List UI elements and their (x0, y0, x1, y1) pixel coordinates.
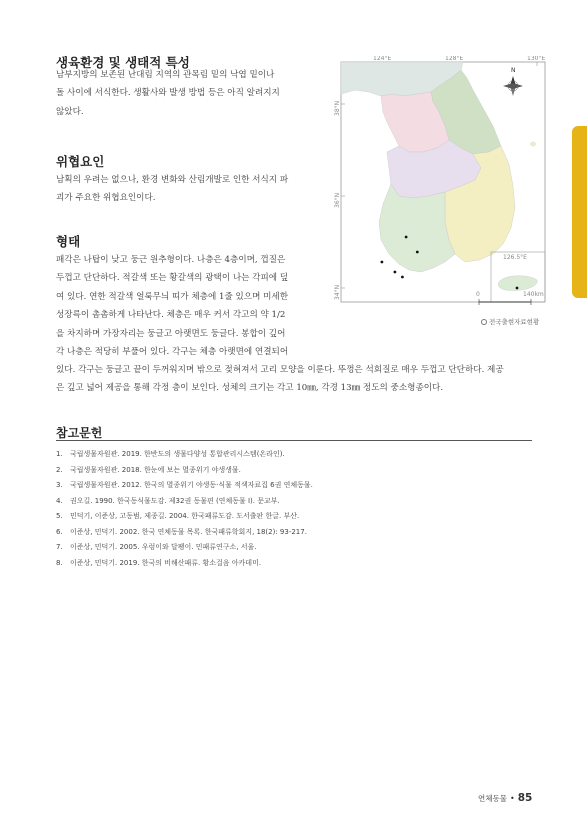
morphology-title: 형태 (56, 234, 81, 249)
reference-item: 6. 이준상, 민덕기. 2002. 한국 연체동물 목록. 한국패류학회지, 18(2): 93-217. (56, 527, 307, 536)
references-divider (56, 440, 532, 441)
threats-title: 위협요인 (56, 154, 105, 169)
reference-item: 4. 권오길. 1990. 한국동식물도감. 제32권 동물편 (연체동물 Ⅰ). 문교부. (56, 496, 280, 505)
references-title: 참고문헌 (56, 426, 103, 440)
reference-item: 8. 이준상, 민덕기. 2019. 한국의 비해산패류. 황소걸음 아카데미. (56, 558, 262, 567)
lat-label: 34°N (334, 284, 341, 300)
page-number: 85 (517, 792, 533, 804)
svg-text:N: N (511, 67, 516, 74)
occurrence-point (405, 236, 408, 239)
lat-label: 36°N (334, 192, 341, 208)
scale-label: 140km (523, 291, 544, 298)
chapter-side-tab (572, 126, 587, 298)
page-footer (478, 786, 532, 805)
lat-label: 38°N (334, 100, 341, 116)
occurrence-point (416, 251, 419, 254)
habitat-line: 돌 사이에 서식한다. 생활사와 발생 방법 등은 아직 알려지지 (56, 88, 280, 99)
threats-text (56, 171, 312, 208)
morphology-line: 성장륵이 촘촘하게 나타난다. 체층은 매우 커서 각고의 약 1/2 (56, 310, 286, 321)
reference-item: 7. 이준상, 민덕기. 2005. 우렁이와 달팽이. 민패류연구소, 서울. (56, 543, 257, 551)
distribution-map (333, 56, 549, 311)
footer-separator: • (509, 794, 515, 803)
reference-item: 5. 민덕기, 이준상, 고동범, 제종길. 2004. 한국패류도감. 도서출판 한글. 부산. (56, 512, 300, 520)
reference-item: 3. 국립생물자원관. 2012. 한국의 멸종위기 야생동·식물 적색자료집 6권 연체동물. (56, 481, 313, 489)
inset-label: 126.5°E (503, 254, 527, 261)
morphology-line: 여 있다. 연한 적갈색 얼룩무늬 띠가 체층에 1줄 있으며 미세한 (56, 291, 289, 302)
circle-icon (481, 319, 487, 325)
habitat-title: 생육환경 및 생태적 특성 (56, 55, 190, 70)
region-island (531, 142, 536, 146)
korea-map-svg (333, 56, 549, 311)
morphology-line: 은 깊고 넓어 제공을 통해 각정 층이 보인다. 성체의 크기는 각고 10㎜, 각경 13㎜ 정도의 중소형종이다. (56, 383, 444, 394)
threats-line: 남획의 우려는 없으나, 환경 변화와 산림개발로 인한 서식지 파 (56, 175, 289, 185)
map-caption-text: 전국출현자료현황 (489, 318, 540, 326)
morphology-line: 을 차지하며 가장자리는 둥글고 아랫면도 둥글다. 봉합이 깊어 (56, 328, 286, 339)
habitat-line: 않았다. (56, 106, 84, 117)
map-caption (481, 317, 539, 326)
lon-label: 128°E (445, 56, 464, 62)
occurrence-point (394, 271, 397, 274)
scale-label: 0 (476, 291, 480, 298)
lon-label: 124°E (373, 56, 392, 62)
reference-item: 2. 국립생물자원관. 2018. 한눈에 보는 멸종위기 야생생물. (56, 465, 241, 474)
lon-label: 130°E (527, 56, 546, 62)
morphology-text-narrow (56, 251, 312, 361)
morphology-line: 패각은 나탑이 낮고 둥근 원추형이다. 나층은 4층이며, 껍질은 (56, 255, 286, 265)
footer-section: 연체동물 (478, 794, 507, 803)
habitat-line: 남부지방의 보존된 난대림 지역의 관목림 밑의 낙엽 밑이나 (56, 70, 275, 80)
references-list (56, 447, 313, 571)
occurrence-point (381, 261, 384, 264)
morphology-line: 각 나층은 적당히 부풀어 있다. 각구는 체층 아랫면에 연결되어 (56, 347, 289, 358)
occurrence-point (516, 287, 519, 290)
morphology-line: 두껍고 단단하다. 적갈색 또는 황갈색의 광택이 나는 각피에 덮 (56, 273, 289, 284)
threats-line: 괴가 주요한 위협요인이다. (56, 193, 156, 204)
morphology-line: 있다. 각구는 둥글고 끝이 두꺼워지며 밖으로 젖혀져서 고리 모양을 이룬다. 뚜껑은 석회질로 매우 두껍고 단단하다. 제공 (56, 365, 504, 375)
habitat-text (56, 66, 312, 121)
reference-item: 1. 국립생물자원관. 2019. 한반도의 생물다양성 통합관리시스템(온라인). (56, 450, 285, 458)
morphology-text-wide (56, 361, 532, 398)
occurrence-point (401, 276, 404, 279)
